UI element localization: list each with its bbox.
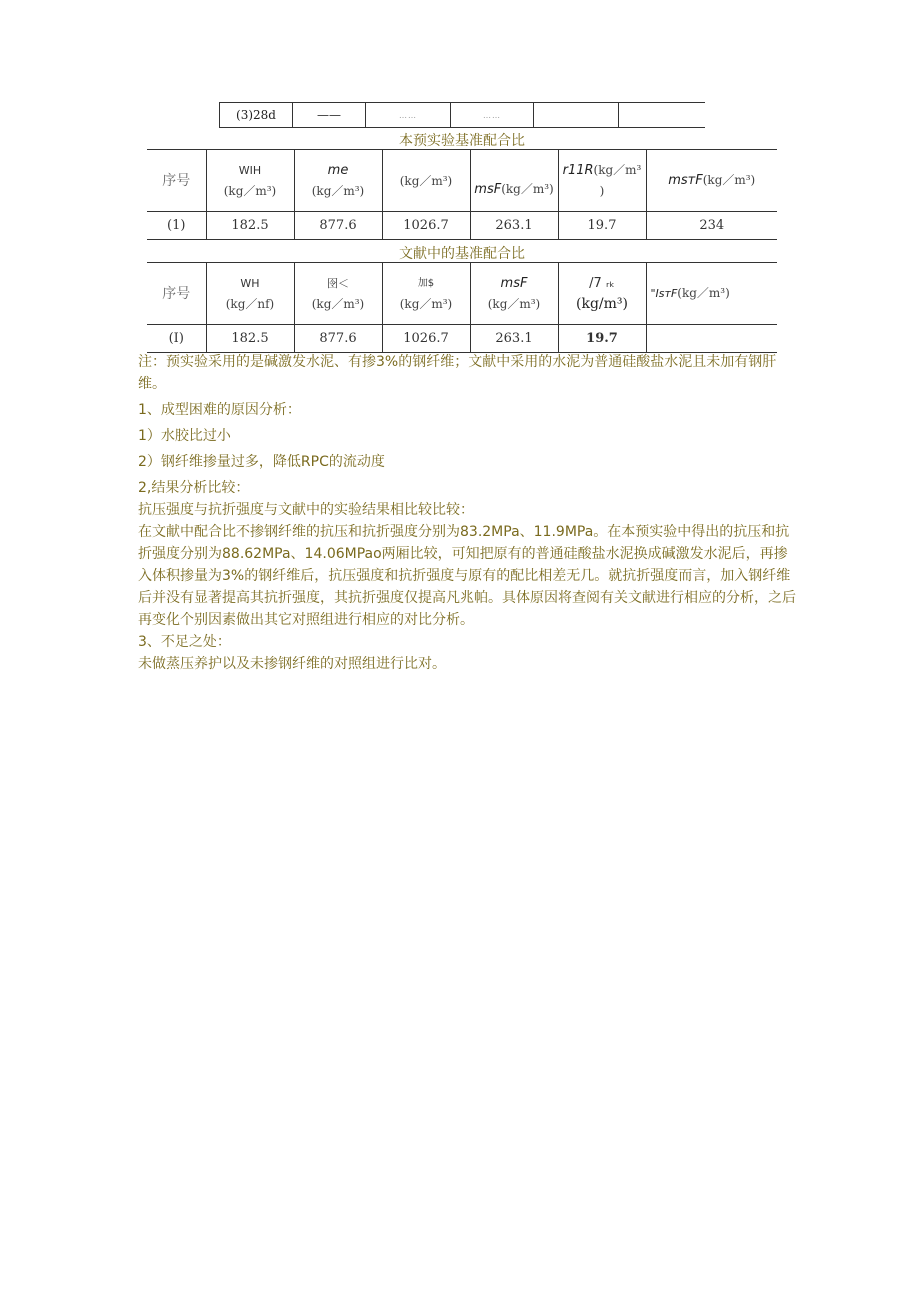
header-steel-fiber: msтF(kg／m³) <box>646 150 777 212</box>
header-cement: me (kg／m³) <box>294 150 382 212</box>
table-header-row <box>147 263 777 325</box>
table-row <box>220 103 706 128</box>
header-cement: 囹＜ (kg／m³) <box>294 263 382 325</box>
cell-steel-fiber: 234 <box>646 212 777 240</box>
cell-silica-fume: 263.1 <box>470 325 558 353</box>
cell-reducer: 19.7 <box>558 325 646 353</box>
list-item: 2）钢纤维掺量过多，降低RPC的流动度 <box>138 454 385 470</box>
cell-water: 182.5 <box>206 325 294 353</box>
cell-cement: 877.6 <box>294 325 382 353</box>
table-header-row <box>147 150 777 212</box>
header-seq: 序号 <box>147 150 206 212</box>
conclusion-paragraph: 未做蒸压养护以及未掺钢纤维的对照组进行比对。 <box>138 656 446 672</box>
cell-silica-fume: 263.1 <box>470 212 558 240</box>
analysis-paragraph: 在文献中配合比不掺钢纤维的抗压和抗折强度分别为83.2MPa、11.9MPa。在本预实验中得出的抗压和抗折强度分别为88.62MPa、14.06MPao两厢比较，可知把原有的普通硅酸盐水泥换成碱激发水泥后，再掺入体积掺量为3%的钢纤维后，抗压强度和抗折强度与原有的配比相差无几。就抗折强度而言，加入钢纤维后并没有显著提高其抗折强度，其抗折强度仅提高凡兆帕。具体原因将查阅有关文献进行相应的分析，之后再变化个别因素做出其它对照组进行相应的对比分析。 <box>138 524 796 628</box>
cell-cement: 877.6 <box>294 212 382 240</box>
body-text <box>138 351 798 675</box>
row-label: (3)28d <box>220 103 293 128</box>
header-silica-fume: msF (kg／m³) <box>470 263 558 325</box>
header-seq: 序号 <box>147 263 206 325</box>
section-heading: 3、不足之处： <box>138 634 231 650</box>
mix-ratio-table-literature <box>147 262 777 353</box>
table-caption: 本预实验基准配合比 <box>399 133 525 149</box>
table-cell <box>534 103 619 128</box>
cell-seq: (1) <box>147 212 206 240</box>
cell-steel-fiber <box>646 325 777 353</box>
table-cell: —— <box>293 103 366 128</box>
header-reducer: r11R(kg／m³ ) <box>558 150 646 212</box>
table-cell: …… <box>366 103 451 128</box>
sub-heading: 抗压强度与抗折强度与文献中的实验结果相比较比较： <box>138 502 474 518</box>
note-paragraph: 注：预实验采用的是碱激发水泥、有掺3%的钢纤维；文献中采用的水泥为普通硅酸盐水泥且未加有钢肝维。 <box>138 354 777 392</box>
header-steel-fiber: "IѕтF(kg／m³) <box>646 263 777 325</box>
cell-reducer: 19.7 <box>558 212 646 240</box>
table-cell: …… <box>451 103 534 128</box>
header-reducer: /7 ᵣₖ (kg/m³) <box>558 263 646 325</box>
mix-ratio-table-experiment <box>147 149 777 240</box>
cell-sand: 1026.7 <box>382 325 470 353</box>
header-sand: 加$ (kg／m³) <box>382 263 470 325</box>
header-water: WIH (kg／m³) <box>206 150 294 212</box>
header-silica-fume: msF(kg／m³) <box>470 150 558 212</box>
section-heading: 2,结果分析比较： <box>138 480 250 496</box>
table-cell <box>619 103 706 128</box>
cell-sand: 1026.7 <box>382 212 470 240</box>
header-sand: (kg／m³) <box>382 150 470 212</box>
cell-seq: (I) <box>147 325 206 353</box>
table-row <box>147 325 777 353</box>
previous-table-fragment <box>219 102 705 128</box>
table-caption: 文献中的基准配合比 <box>399 246 525 262</box>
list-item: 1）水胶比过小 <box>138 428 231 444</box>
table-row <box>147 212 777 240</box>
header-water: WH (kg／nf) <box>206 263 294 325</box>
section-heading: 1、成型困难的原因分析： <box>138 402 301 418</box>
cell-water: 182.5 <box>206 212 294 240</box>
